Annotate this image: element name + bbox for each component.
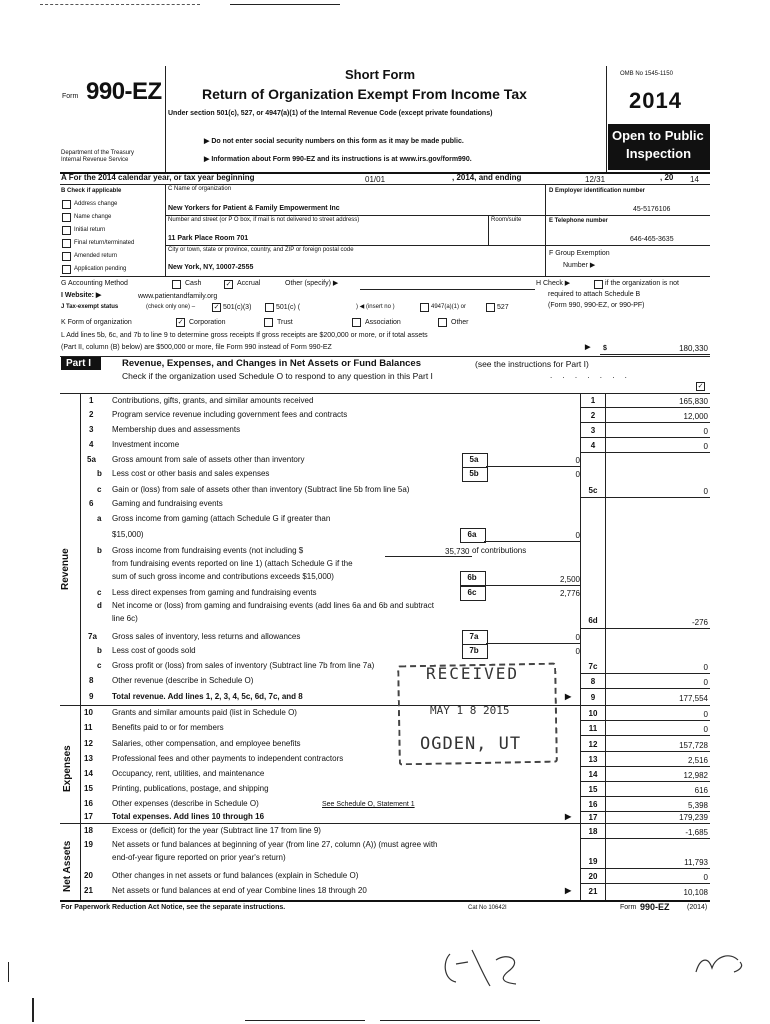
checkbox-501c3[interactable]: ✓: [213, 304, 220, 311]
line-15-box: 15: [588, 785, 598, 794]
line-6d-text: Net income or (loss) from gaming and fundraising events (add lines 6a and 6b and subtract: [112, 601, 434, 610]
line-7a-text: Gross sales of inventory, less returns and allowances: [112, 632, 301, 641]
scan-mark: [40, 4, 200, 5]
line-5b-box: 5b: [469, 469, 479, 478]
rule: [165, 184, 166, 276]
rule: [165, 245, 545, 246]
rule: [486, 466, 580, 467]
net-assets-side-label: Net Assets: [62, 840, 73, 892]
line-13-num: 13: [84, 754, 93, 763]
line-13-text: Professional fees and other payments to independent contractors: [112, 754, 344, 763]
subtitle: Under section 501(c), 527, or 4947(a)(1) of the Internal Revenue Code (except private foundations): [168, 110, 493, 117]
line-21-box: 21: [588, 887, 598, 896]
other-org-label: Other: [451, 319, 469, 326]
ein-label: D Employer identification number: [549, 188, 646, 194]
line-16-text: Other expenses (describe in Schedule O): [112, 799, 259, 808]
line-l-text-2: (Part II, column (B) below) are $500,000 or more, file Form 990 instead of Form 990-EZ: [61, 344, 332, 351]
group-exemption-number-label: Number ▶: [563, 262, 596, 269]
checkbox-schedule-o[interactable]: ✓: [697, 383, 704, 390]
handwritten-initials: [438, 942, 528, 992]
part-i-title: Revenue, Expenses, and Changes in Net Assets or Fund Balances: [122, 358, 421, 369]
line-10-value: 0: [703, 710, 708, 719]
group-exemption-label: F Group Exemption: [549, 250, 610, 257]
notice-info: ▶ Information about Form 990-EZ and its instructions is at www.irs.gov/form990.: [204, 156, 472, 163]
checkbox-corporation[interactable]: ✓: [177, 319, 184, 326]
scan-mark: [380, 1020, 540, 1021]
checkbox-name-change[interactable]: [62, 213, 71, 222]
line-6a-num: a: [97, 514, 102, 523]
col-box-left: [580, 393, 581, 901]
header-divider-right: [606, 66, 607, 172]
527-label: 527: [497, 304, 509, 311]
line-19-text: Net assets or fund balances at beginning of year (from line 27, column (A)) (must agree with: [112, 840, 438, 849]
line-a-end-prefix: , 20: [660, 173, 674, 182]
line-6c-box: 6c: [467, 588, 477, 597]
rule: [580, 781, 710, 782]
line-6a-text: Gross income from gaming (attach Schedule G if greater than: [112, 514, 331, 523]
line-a-mid: , 2014, and ending: [452, 173, 522, 182]
rule: [484, 585, 580, 586]
revenue-side-label: Revenue: [60, 548, 71, 590]
line-7b-num: b: [97, 646, 102, 655]
line-8-text: Other revenue (describe in Schedule O): [112, 676, 254, 685]
line-3-value: 0: [703, 427, 708, 436]
line-3-num: 3: [89, 425, 94, 434]
accounting-method-label: G Accounting Method: [61, 280, 128, 287]
line-5c-num: c: [97, 485, 102, 494]
line-1-value: 165,830: [679, 397, 708, 406]
line-10-num: 10: [84, 708, 93, 717]
line-18-num: 18: [84, 826, 93, 835]
other-method-label: Other (specify) ▶: [285, 280, 339, 287]
rule: [80, 393, 81, 901]
line-7c-text: Gross profit or (loss) from sales of inventory (Subtract line 7b from line 7a): [112, 661, 375, 670]
line-5a-value: 0: [575, 456, 580, 465]
rule: [486, 643, 580, 644]
line-11-value: 0: [703, 725, 708, 734]
dept-treasury: Department of the Treasury: [61, 150, 135, 156]
line-6b-box: 6b: [467, 573, 477, 582]
rule: [545, 245, 710, 246]
line-21-value: 10,108: [683, 888, 708, 897]
line-7b-value: 0: [575, 647, 580, 656]
line-6c-text: Less direct expenses from gaming and fundraising events: [112, 588, 317, 597]
trust-label: Trust: [277, 319, 293, 326]
line-20-num: 20: [84, 871, 93, 880]
501c3-label: 501(c)(3): [223, 304, 252, 311]
accrual-label: Accrual: [237, 280, 261, 287]
rule: [580, 720, 710, 721]
phone-label: E Telephone number: [549, 218, 608, 224]
gross-receipts-value: 180,330: [679, 344, 708, 353]
other-method-input[interactable]: [360, 289, 535, 290]
line-6b-text-b: of contributions: [472, 546, 527, 555]
room-label: Room/suite: [491, 217, 522, 223]
line-5c-box: 5c: [588, 486, 598, 495]
line-16-extra: See Schedule O, Statement 1: [322, 801, 415, 808]
rule: [580, 868, 710, 869]
line-6d-value: -276: [691, 618, 708, 627]
line-20-box: 20: [588, 872, 598, 881]
4947-label: 4947(a)(1) or: [431, 304, 467, 310]
line-1-box: 1: [590, 396, 596, 405]
line-16-value: 5,398: [687, 801, 708, 810]
form-prefix: Form: [62, 93, 79, 100]
line-6a-box: 6a: [467, 530, 477, 539]
line-15-num: 15: [84, 784, 93, 793]
rule: [545, 184, 546, 276]
rule: [580, 811, 710, 812]
title-main: Return of Organization Exempt From Income Tax: [202, 86, 527, 102]
line-8-box: 8: [590, 677, 596, 686]
application-pending-label: Application pending: [74, 266, 127, 272]
line-6b-text-2: from fundraising events reported on line 1) (attach Schedule G if the: [112, 559, 353, 568]
checkbox-final-return[interactable]: [62, 239, 71, 248]
line-21-text: Net assets or fund balances at end of year Combine lines 18 through 20: [112, 886, 367, 895]
rule: [60, 356, 710, 357]
line-5a-num: 5a: [87, 455, 96, 464]
line-4-text: Investment income: [112, 440, 180, 449]
line-11-num: 11: [84, 723, 93, 732]
line-17-arrow: ▶: [565, 812, 572, 821]
stamp-date-text: MAY 1 8 2015: [430, 704, 510, 717]
line-9-arrow: ▶: [565, 692, 572, 701]
rule: [484, 541, 580, 542]
line-l-text: L Add lines 5b, 6c, and 7b to line 9 to determine gross receipts If gross receipts are $200,000 or more, or if total assets: [61, 332, 428, 339]
rule: [60, 823, 710, 824]
rule: [580, 497, 710, 498]
line-13-value: 2,516: [687, 756, 708, 765]
col-box-right: [605, 393, 606, 901]
rule: [580, 407, 710, 408]
title-short: Short Form: [345, 67, 416, 82]
part-i-title-suffix: (see the instructions for Part I): [475, 359, 589, 369]
line-a-label: A For the 2014 calendar year, or tax year beginning: [61, 173, 255, 182]
rule: [580, 883, 710, 884]
line-2-num: 2: [89, 410, 94, 419]
501c-label: 501(c) (: [276, 304, 301, 311]
line-6a-value: 0: [575, 531, 580, 540]
org-name-value: New Yorkers for Patient & Family Empowerment Inc: [168, 205, 340, 212]
line-17-value: 179,239: [679, 813, 708, 822]
line-2-text: Program service revenue including government fees and contracts: [112, 410, 348, 419]
line-5b-num: b: [97, 469, 102, 478]
scan-mark: [32, 998, 34, 1022]
line-6b-amount: 35,730: [445, 547, 470, 556]
line-14-box: 14: [588, 770, 598, 779]
line-h-text: if the organization is not: [605, 280, 679, 287]
city-label: City or town, state or province, country, and ZIP or foreign postal code: [168, 247, 354, 253]
amended-return-label: Amended return: [74, 253, 118, 259]
line-7c-box: 7c: [588, 662, 598, 671]
line-1-text: Contributions, gifts, grants, and similar amounts received: [112, 396, 314, 405]
line-7a-box: 7a: [469, 632, 479, 641]
line-12-box: 12: [588, 740, 598, 749]
line-20-text: Other changes in net assets or fund balances (explain in Schedule O): [112, 871, 359, 880]
initial-return-label: Initial return: [74, 227, 106, 233]
line-11-box: 11: [588, 724, 598, 733]
checkbox-trust[interactable]: [264, 318, 273, 327]
line-14-value: 12,982: [683, 771, 708, 780]
line-16-num: 16: [84, 799, 93, 808]
website-value: www.patientandfamily.org: [138, 293, 218, 300]
line-14-text: Occupancy, rent, utilities, and maintenance: [112, 769, 265, 778]
checkbox-application-pending[interactable]: [62, 265, 71, 274]
line-19-num: 19: [84, 840, 93, 849]
tax-year: 2014: [629, 88, 682, 113]
address-change-label: Address change: [74, 201, 118, 207]
omb-number: OMB No 1545-1150: [620, 71, 673, 77]
line-4-num: 4: [89, 440, 94, 449]
line-7a-num: 7a: [88, 632, 97, 641]
line-3-text: Membership dues and assessments: [112, 425, 241, 434]
checkbox-4947[interactable]: [420, 303, 429, 312]
line-12-num: 12: [84, 739, 93, 748]
checkbox-initial-return[interactable]: [62, 226, 71, 235]
line-6-text: Gaming and fundraising events: [112, 499, 223, 508]
line-a-end-year: 14: [690, 175, 699, 184]
tax-exempt-label: J Tax-exempt status: [61, 304, 119, 310]
checkbox-other-org[interactable]: [438, 318, 447, 327]
line-6c-num: c: [97, 588, 102, 597]
form-number: 990-EZ: [86, 78, 162, 105]
line-4-box: 4: [590, 441, 596, 450]
line-5a-text: Gross amount from sale of assets other than inventory: [112, 455, 305, 464]
checkbox-cash[interactable]: [172, 280, 181, 289]
rule: [545, 215, 710, 216]
line-21-arrow: ▶: [565, 886, 572, 895]
line-a-begin: 01/01: [365, 175, 386, 184]
footer-cat-number: Cat No 10642I: [468, 905, 507, 911]
line-18-text: Excess or (deficit) for the year (Subtract line 17 from line 9): [112, 826, 321, 835]
rule: [600, 354, 710, 355]
line-17-num: 17: [84, 812, 93, 821]
line-18-box: 18: [588, 827, 598, 836]
line-19-text-2: end-of-year figure reported on prior year's return): [112, 853, 286, 862]
cash-label: Cash: [185, 280, 202, 287]
final-return-label: Final return/terminated: [74, 240, 135, 246]
rule: [60, 276, 710, 277]
line-l-arrow: ▶: [585, 344, 591, 351]
line-8-value: 0: [703, 678, 708, 687]
notice-ssn: ▶ Do not enter social security numbers on this form as it may be made public.: [204, 138, 464, 145]
line-9-value: 177,554: [679, 694, 708, 703]
line-6c-value: 2,776: [559, 589, 580, 598]
checkbox-association[interactable]: [352, 318, 361, 327]
line-6b-num: b: [97, 546, 102, 555]
corporation-label: Corporation: [189, 319, 226, 326]
rule: [488, 215, 489, 245]
scan-mark: [8, 962, 9, 982]
line-15-text: Printing, publications, postage, and shipping: [112, 784, 269, 793]
rule: [60, 393, 710, 394]
stamp-city-text: OGDEN, UT: [420, 734, 522, 754]
line-5b-value: 0: [575, 470, 580, 479]
checkbox-accrual[interactable]: ✓: [225, 281, 232, 288]
501c-insert-label: ) ◀ (insert no ): [356, 304, 395, 310]
footer-form-label: Form: [620, 904, 637, 911]
scan-mark: [230, 4, 340, 5]
rule: [580, 688, 710, 689]
org-name-label: C Name of organization: [168, 186, 232, 192]
line-6a-text-2: $15,000): [112, 530, 144, 539]
line-8-num: 8: [89, 676, 94, 685]
line-6b-text: Gross income from fundraising events (not including $: [112, 546, 304, 555]
line-11-text: Benefits paid to or for members: [112, 723, 224, 732]
line-6b-value: 2,500: [559, 575, 580, 584]
line-6d-box: 6d: [588, 616, 598, 625]
part-i-tag-label: Part I: [66, 358, 92, 369]
line-7c-num: c: [97, 661, 102, 670]
schedule-o-check-line: Check if the organization used Schedule O to respond to any question in this Part I: [122, 371, 433, 381]
leader-dots: . . . . . . .: [550, 371, 631, 380]
line-a-end-month: 12/31: [585, 175, 606, 184]
rule: [385, 556, 472, 557]
line-10-text: Grants and similar amounts paid (list in Schedule O): [112, 708, 297, 717]
line-7a-value: 0: [575, 633, 580, 642]
checkbox-address-change[interactable]: [62, 200, 71, 209]
line-h-text-3: (Form 990, 990-EZ, or 990-PF): [548, 302, 645, 309]
line-2-box: 2: [590, 411, 596, 420]
section-b-label: B Check if applicable: [61, 188, 122, 194]
line-5a-box: 5a: [469, 455, 479, 464]
line-3-box: 3: [590, 426, 596, 435]
rule: [580, 766, 710, 767]
line-5c-text: Gain or (loss) from sale of assets other than inventory (Subtract line 5b from line 5a): [112, 485, 410, 494]
line-13-box: 13: [588, 755, 598, 764]
line-9-box: 9: [590, 693, 596, 702]
line-21-num: 21: [84, 886, 93, 895]
open-public-label: Open to Public: [612, 128, 704, 143]
line-19-box: 19: [588, 857, 598, 866]
checkbox-501c[interactable]: [265, 303, 274, 312]
rule: [580, 628, 710, 629]
line-l-dollar: $: [603, 345, 607, 352]
rule: [580, 673, 710, 674]
rule: [580, 838, 710, 839]
line-7c-value: 0: [703, 663, 708, 672]
line-9-num: 9: [89, 692, 94, 701]
line-14-num: 14: [84, 769, 93, 778]
line-5c-value: 0: [703, 487, 708, 496]
rule: [60, 705, 710, 706]
rule: [580, 422, 710, 423]
line-18-value: -1,685: [685, 828, 708, 837]
scan-mark: [245, 1020, 365, 1021]
rule: [60, 900, 710, 902]
line-6b-text-3: sum of such gross income and contributions exceeds $15,000): [112, 572, 334, 581]
line-7b-box: 7b: [469, 646, 479, 655]
line-15-value: 616: [694, 786, 708, 795]
association-label: Association: [365, 319, 401, 326]
city-value: New York, NY, 10007-2555: [168, 264, 254, 271]
stamp-received-text: RECEIVED: [426, 664, 520, 683]
line-17-text: Total expenses. Add lines 10 through 16: [112, 812, 265, 821]
street-value: 11 Park Place Room 701: [168, 235, 249, 242]
line-12-value: 157,728: [679, 741, 708, 750]
line-4-value: 0: [703, 442, 708, 451]
tax-exempt-hint: (check only one) –: [146, 304, 196, 310]
phone-value: 646-465-3635: [630, 236, 674, 243]
expenses-side-label: Expenses: [62, 745, 73, 792]
line-17-box: 17: [588, 813, 598, 822]
checkbox-amended-return[interactable]: [62, 252, 71, 261]
line-19-value: 11,793: [684, 858, 708, 867]
line-h-check-label: H Check ▶: [536, 280, 571, 287]
inspection-label: Inspection: [626, 146, 692, 161]
line-2-value: 12,000: [683, 412, 708, 421]
form-of-org-label: K Form of organization: [61, 319, 132, 326]
rule: [60, 184, 710, 185]
line-20-value: 0: [703, 873, 708, 882]
line-5b-text: Less cost or other basis and sales expenses: [112, 469, 270, 478]
ein-value: 45-5176106: [633, 206, 671, 213]
line-16-box: 16: [588, 800, 598, 809]
rule: [580, 437, 710, 438]
handwritten-mark: [690, 946, 750, 986]
line-6d-text-2: line 6c): [112, 614, 138, 623]
rule: [580, 735, 710, 736]
footer-paperwork-notice: For Paperwork Reduction Act Notice, see the separate instructions.: [61, 904, 286, 911]
line-7b-text: Less cost of goods sold: [112, 646, 196, 655]
header-divider-left: [165, 66, 166, 172]
street-label: Number and street (or P O box, if mail is not delivered to street address): [168, 217, 360, 223]
line-6d-num: d: [97, 601, 102, 610]
website-label: I Website: ▶: [61, 292, 102, 299]
checkbox-527[interactable]: [486, 303, 495, 312]
irs-label: Internal Revenue Service: [61, 157, 129, 163]
name-change-label: Name change: [74, 214, 112, 220]
rule: [580, 751, 710, 752]
footer-form-year: (2014): [687, 904, 708, 911]
line-9-text: Total revenue. Add lines 1, 2, 3, 4, 5c, 6d, 7c, and 8: [112, 692, 303, 701]
rule: [580, 796, 710, 797]
rule: [580, 452, 710, 453]
line-12-text: Salaries, other compensation, and employee benefits: [112, 739, 301, 748]
line-h-text-2: required to attach Schedule B: [548, 291, 641, 298]
line-6-num: 6: [89, 499, 94, 508]
line-10-box: 10: [588, 709, 598, 718]
line-1-num: 1: [89, 396, 94, 405]
checkbox-schedule-b[interactable]: [594, 280, 603, 289]
footer-form-number: 990-EZ: [640, 902, 670, 912]
